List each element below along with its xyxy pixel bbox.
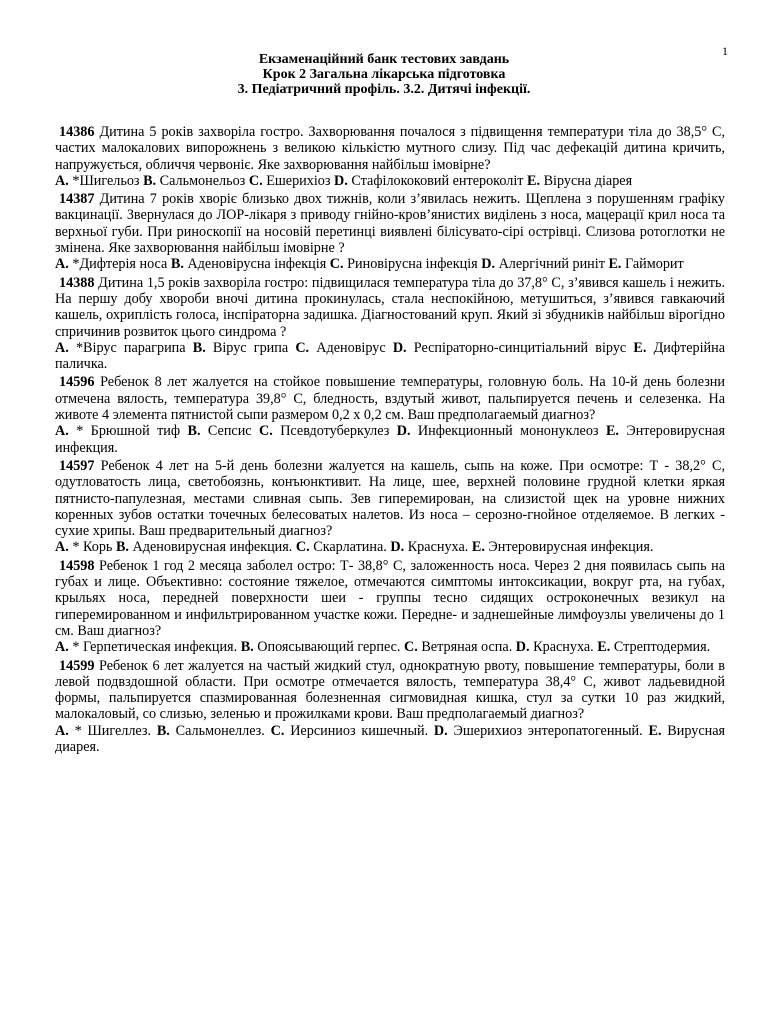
question-block xyxy=(55,374,725,455)
answer-text: Краснуха. xyxy=(533,639,594,656)
answer-letter: A. xyxy=(55,539,69,556)
question-block xyxy=(55,558,725,656)
answer-text: *Вірус парагрипа xyxy=(75,339,186,356)
answer-text: Иерсиниоз кишечный. xyxy=(290,722,429,739)
answer-text: Ветряная оспа. xyxy=(421,639,513,656)
question-text xyxy=(55,374,725,423)
page-number: 1 xyxy=(722,44,728,58)
answer-text: * Брюшной тиф xyxy=(76,423,181,440)
answer-options xyxy=(55,539,725,555)
answer-options xyxy=(55,340,725,373)
answer-text: Вірусна діарея xyxy=(543,172,633,189)
question-body: Дитина 5 років захворіла гостро. Захворювання почалося з підвищення температури тіла до 38,5° С, частих малокалових випорожнень з великою кількістю мутного слизу. Під час дефекацій дитина кричить, напружується, обличчя червоніє. Яке захворювання найбільш імовірне? xyxy=(55,124,726,173)
question-number: 14386 xyxy=(59,124,95,140)
question-block xyxy=(55,124,725,189)
answer-letter: D. xyxy=(390,539,405,556)
answer-letter: C. xyxy=(270,722,285,739)
answer-letter: B. xyxy=(192,339,206,356)
question-body: Ребенок 6 лет жалуется на частый жидкий стул, однократную рвоту, повышение температуры, боли в левой подвздошной области. При осмотре отмечается вялость, температура 38,4° С, живот ладьевидной формы, пальпируется спазмированная болезненная сигмовидная кишка, стул за сутки 10 раз жидкий, малокаловый, со слизью, зеленью и прожилками крови. Ваш предполагаемый диагноз? xyxy=(55,657,726,723)
question-text xyxy=(55,191,725,256)
answer-letter: D. xyxy=(481,256,496,273)
answer-options xyxy=(55,173,725,189)
answer-text: * Шигеллез. xyxy=(74,722,152,739)
answer-text: Стрептодермия. xyxy=(613,639,711,656)
answer-text: *Шигельоз xyxy=(72,172,140,189)
answer-letter: B. xyxy=(170,256,184,273)
answer-letter: B. xyxy=(187,423,201,440)
answer-letter: E. xyxy=(605,423,619,440)
answer-letter: A. xyxy=(55,256,69,273)
answer-letter: D. xyxy=(515,639,530,656)
answer-text: Энтеровирусная инфекция. xyxy=(55,423,725,456)
answer-text: Гайморит xyxy=(625,256,684,273)
question-text xyxy=(55,458,725,539)
answer-letter: B. xyxy=(115,539,129,556)
answer-letter: A. xyxy=(55,722,69,739)
answer-letter: B. xyxy=(240,639,254,656)
answer-text: Сальмонельоз xyxy=(159,172,246,189)
questions-list xyxy=(55,124,725,757)
answer-letter: E. xyxy=(633,339,647,356)
answer-text: Сепсис xyxy=(207,423,252,440)
answer-letter: E. xyxy=(648,722,662,739)
question-text xyxy=(55,558,725,639)
answer-text: Псевдотуберкулез xyxy=(280,423,390,440)
question-block xyxy=(55,191,725,272)
answer-text: Сальмонеллез. xyxy=(175,722,265,739)
answer-text: Аденовірусна інфекція xyxy=(187,256,327,273)
question-text xyxy=(55,275,725,340)
answer-letter: C. xyxy=(404,639,418,656)
question-body: Ребенок 4 лет на 5-й день болезни жалуется на кашель, сыпь на коже. При осмотре: Т - 38,2° С, одутловатость лица, светобоязнь, конъюнктивит. На лице, шее, верхней половине грудной клетки яркая пятнисто-папулезная, местами сливная сыпь. Зев гиперемирован, на слизистой щек на уровне нижних коренных зубов остатки точечных белесоватых налетов. Из носа – серозно-гнойное отделяемое. В легких - сухие хрипы. Ваш предварительный диагноз? xyxy=(55,457,726,540)
answer-options xyxy=(55,639,725,655)
answer-letter: D. xyxy=(396,423,411,440)
answer-letter: E. xyxy=(471,539,485,556)
answer-letter: C. xyxy=(329,256,344,273)
answer-letter: C. xyxy=(295,339,310,356)
question-number: 14596 xyxy=(59,374,95,391)
answer-text: Вирусная диарея. xyxy=(55,722,726,755)
question-number: 14388 xyxy=(59,274,95,291)
question-body: Дитина 1,5 років захворіла гостро: підвищилася температура тіла до 37,8° С, з’явився кашель і нежить. На першу добу хвороби вночі дитина прокинулась, стала неспокійною, метушиться, з’явився гавкаючий кашель, охриплість голоса, інспіраторна задишка. Діагностований круп. Який зі збудників найбільш вірогідно спричинив розвиток цього синдрома ? xyxy=(55,274,725,340)
answer-text: Респіраторно-синцитіальний вірус xyxy=(413,339,627,356)
answer-letter: A. xyxy=(55,639,69,656)
question-number: 14599 xyxy=(59,657,95,674)
answer-letter: A. xyxy=(55,339,69,356)
header-section: 3. Педіатричний профіль. 3.2. Дитячі інфекції. xyxy=(237,82,531,97)
answer-text: Опоясывающий герпес. xyxy=(257,639,401,656)
question-text xyxy=(55,124,725,173)
header-title: Екзаменаційний банк тестових завдань xyxy=(258,52,510,67)
answer-text: Аденовирусная инфекция. xyxy=(132,539,293,556)
answer-letter: B. xyxy=(143,172,157,189)
answer-text: Энтеровирусная инфекция. xyxy=(488,539,654,556)
answer-text: Стафілококовий ентероколіт xyxy=(351,172,524,189)
answer-letter: A. xyxy=(55,172,69,189)
answer-letter: E. xyxy=(597,639,611,656)
answer-letter: C. xyxy=(295,539,310,556)
header-subtitle: Крок 2 Загальна лікарська підготовка xyxy=(262,67,506,82)
answer-letter: D. xyxy=(433,722,448,739)
question-number: 14387 xyxy=(59,191,95,208)
question-block xyxy=(55,658,725,756)
answer-text: Скарлатина. xyxy=(313,539,387,556)
answer-options xyxy=(55,723,725,756)
question-body: Ребенок 1 год 2 месяца заболел остро: Т- 38,8° С, заложенность носа. Через 2 дня появилась сыпь на губах и лице. Объективно: состояние тяжелое, отмечаются симптомы интоксикации, вокруг рта, на губах, крыльях носа, передней поверхности шеи - группы тесно сидящих остроконечных везикул на гиперемированном и инфильтрированном участке кожи. Передне- и заднешейные лимфоузлы увеличены до 1 см. Ваш диагноз? xyxy=(55,557,725,639)
answer-text: Эшерихиоз энтеропатогенный. xyxy=(453,722,643,739)
answer-text: Риновірусна інфекція xyxy=(347,256,478,273)
answer-options xyxy=(55,256,725,272)
question-block xyxy=(55,275,725,373)
answer-text: Краснуха. xyxy=(407,539,469,556)
answer-letter: E. xyxy=(527,172,541,189)
answer-text: *Дифтерія носа xyxy=(72,256,168,273)
answer-text: * Корь xyxy=(72,539,113,556)
question-text xyxy=(55,658,725,723)
answer-text: Вірус грипа xyxy=(212,339,289,356)
answer-letter: B. xyxy=(156,722,170,739)
question-number: 14597 xyxy=(59,457,95,474)
answer-text: Инфекционный мононуклеоз xyxy=(417,423,599,440)
answer-letter: C. xyxy=(259,423,273,440)
answer-letter: D. xyxy=(334,172,348,189)
answer-letter: D. xyxy=(392,339,407,356)
answer-text: Алергічний риніт xyxy=(498,256,605,273)
question-block xyxy=(55,458,725,556)
answer-text: Аденовірус xyxy=(316,339,386,356)
question-body: Ребенок 8 лет жалуется на стойкое повышение температуры, головную боль. На 10-й день болезни отмечена вялость, температура 39,8° С, бледность, вздутый живот, пальпируется печень и селезенка. На животе 4 элемента пятнистой сыпи размером 0,2 х 0,2 см. Ваш предполагаемый диагноз? xyxy=(55,374,725,424)
answer-text: Дифтерійна паличка. xyxy=(55,339,726,373)
answer-letter: A. xyxy=(55,423,69,440)
answer-text: Ешерихіоз xyxy=(266,172,331,189)
question-body: Дитина 7 років хворіє близько двох тижнів, коли з’явилась нежить. Щеплена з порушенням графіку вакцинації. Звернулася до ЛОР-лікаря з приводу гнійно-кров’янистих виділень з носа, мацерації крил носа та верхньої губи. При риноскопії на носовій перетинці виявлені білісувато-сірі острівці. Слизова ротоглотки не змінена. Яке захворювання найбільш імовірне ? xyxy=(55,191,725,257)
answer-letter: C. xyxy=(248,172,263,189)
answer-options xyxy=(55,423,725,456)
answer-text: * Герпетическая инфекция. xyxy=(72,639,238,656)
document-header xyxy=(0,52,768,97)
question-number: 14598 xyxy=(59,557,95,574)
answer-letter: E. xyxy=(608,256,622,273)
